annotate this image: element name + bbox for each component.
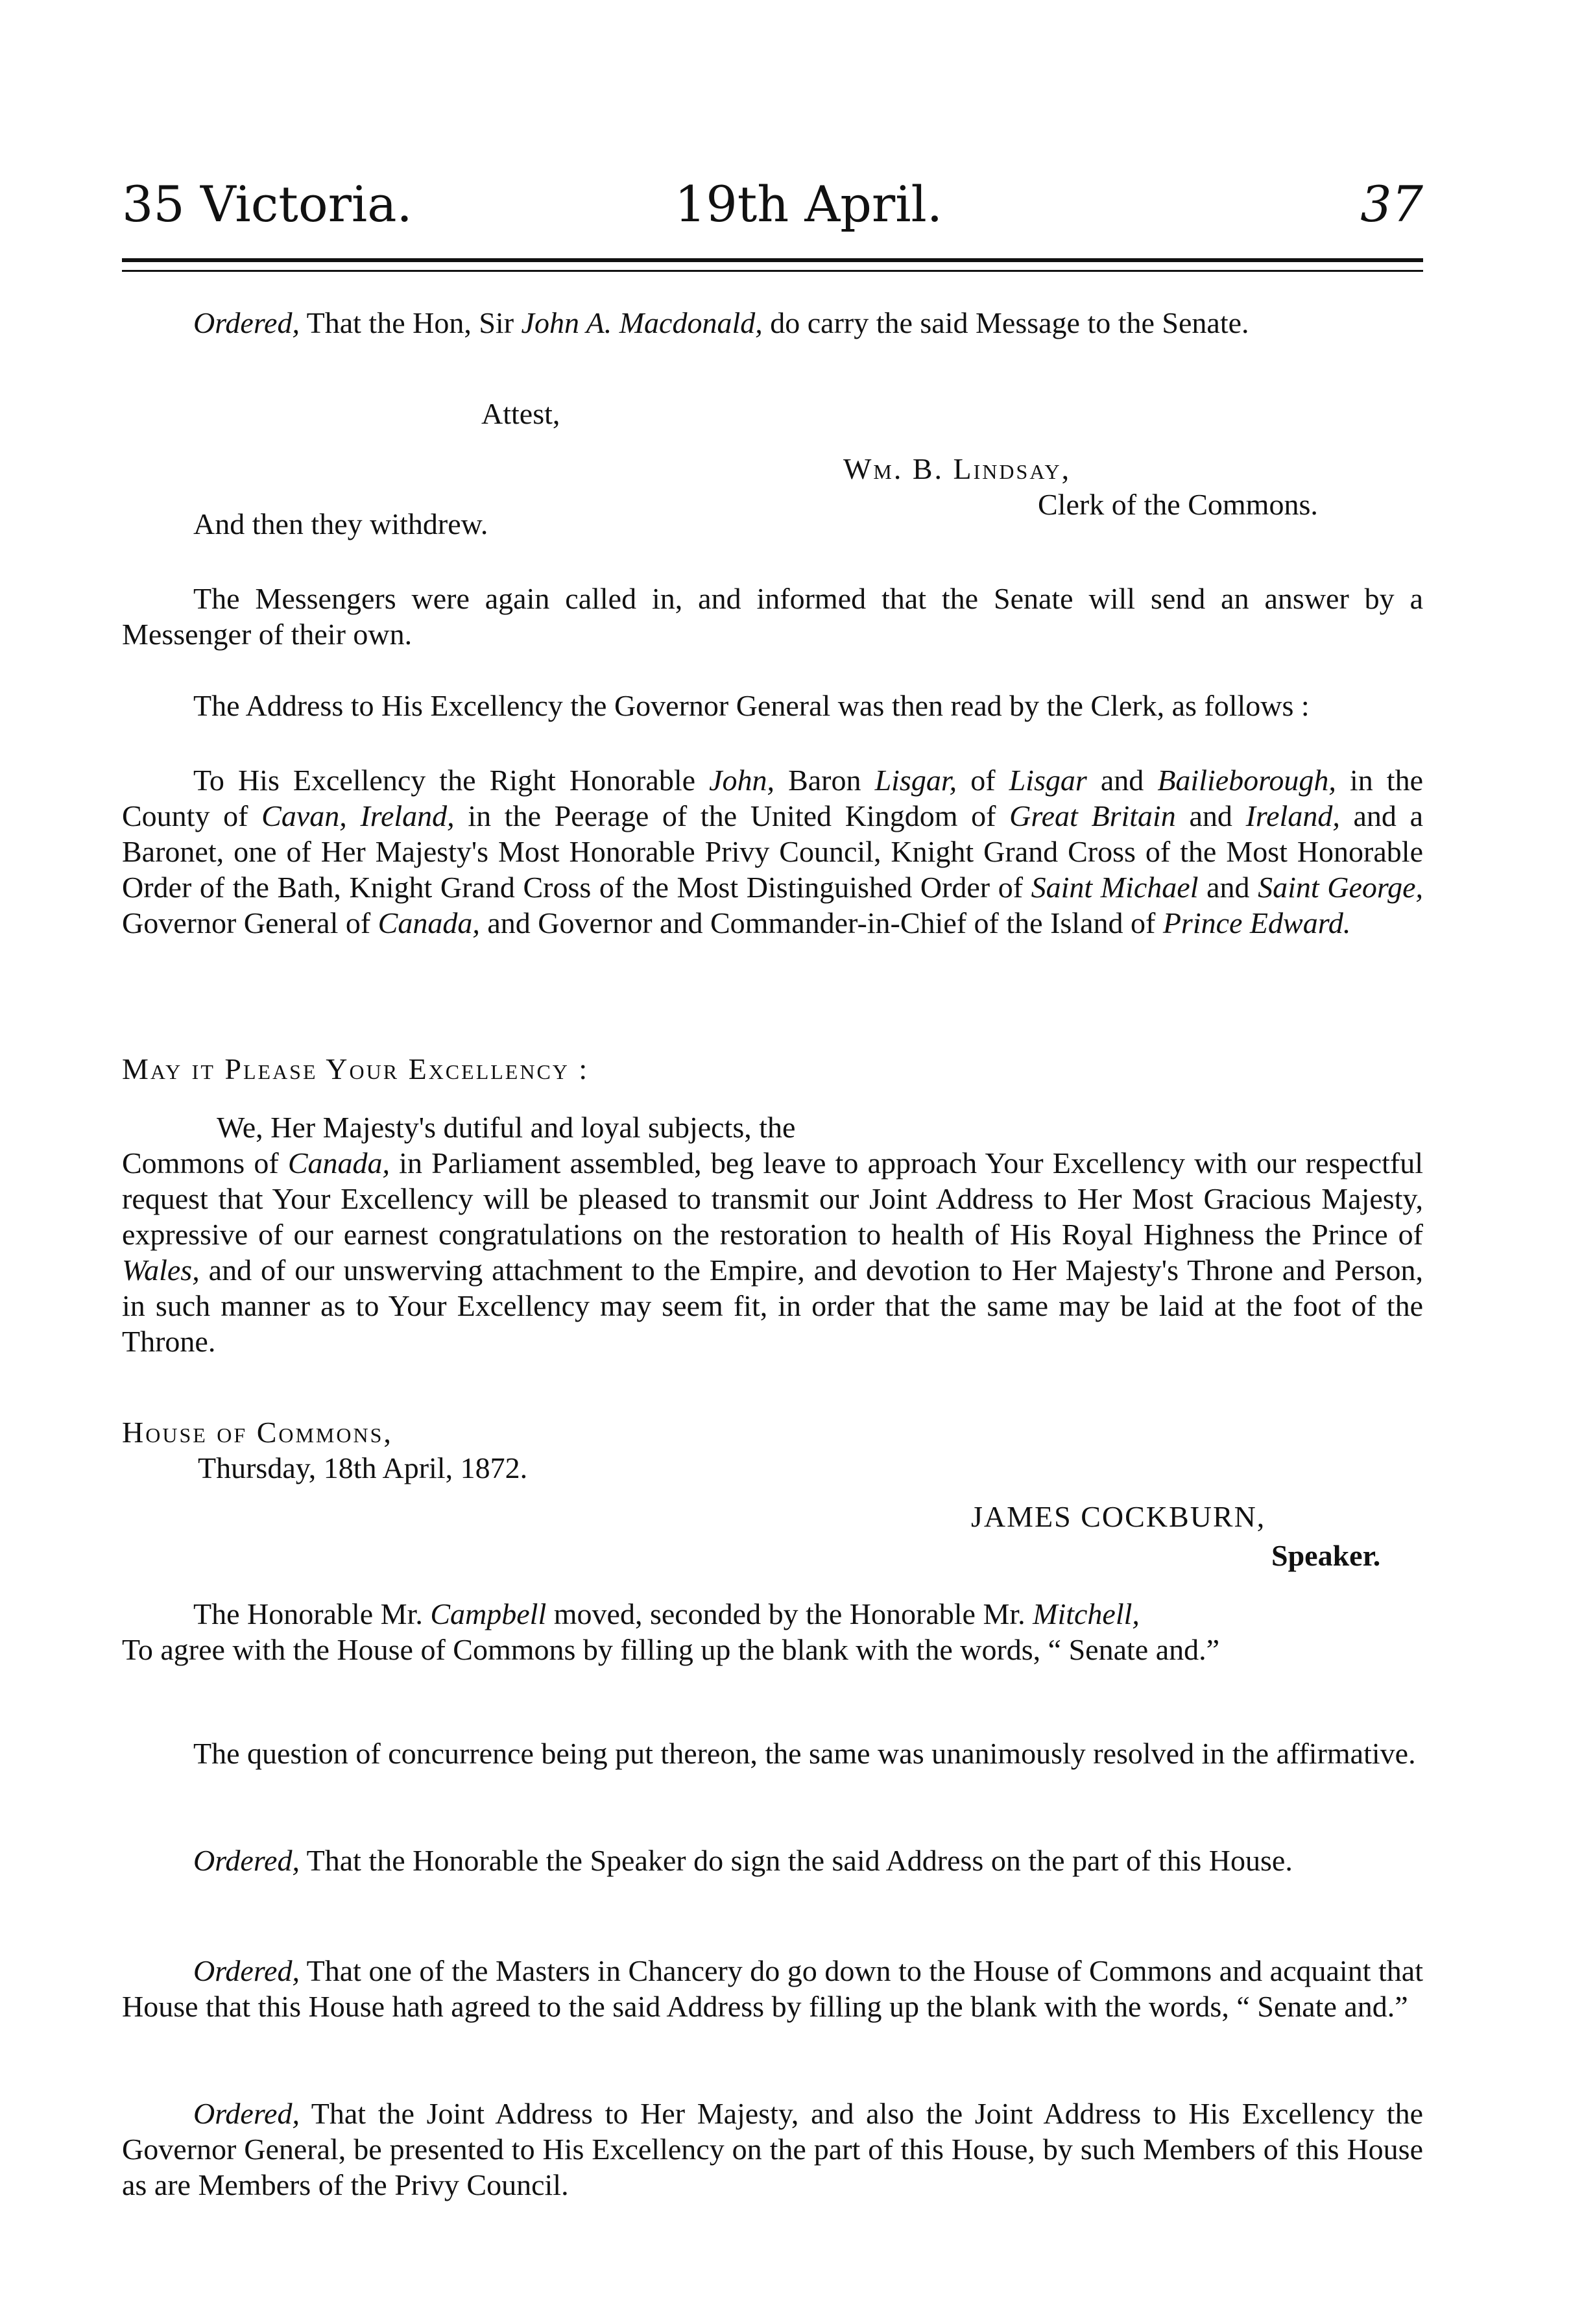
clerk-name: Wm. B. Lindsay, — [843, 452, 1072, 485]
ordered-sign-paragraph: Ordered, That the Honorable the Speaker do sign the said Address on the part of this House. — [193, 1844, 1293, 1877]
address-intro-paragraph: The Address to His Excellency the Governor General was then read by the Clerk, as follows : — [193, 689, 1310, 722]
address-body-first-line: We, Her Majesty's dutiful and loyal subjects, the — [217, 1111, 796, 1144]
page-number: 37 — [1360, 175, 1423, 233]
address-date: Thursday, 18th April, 1872. — [198, 1451, 528, 1484]
running-head-session: 35 Victoria. — [122, 175, 413, 233]
ordered-joint-address-paragraph: Ordered, That the Joint Address to Her Majesty, and also the Joint Address to His Excellency the Governor General, be presented to His Excellency on the part of this House, by such Members of this House as are Members of the Privy Council. — [122, 2097, 1423, 2201]
header-rule — [122, 258, 1423, 262]
ordered-masters-paragraph: Ordered, That one of the Masters in Chancery do go down to the House of Commons and acquaint that House that this House hath agreed to the said Address by filling up the blank with the words, “ Senate and.” — [122, 1954, 1423, 2023]
messengers-paragraph: The Messengers were again called in, and informed that the Senate will send an answer by a Messenger of their own. — [122, 582, 1423, 651]
header-rule-thin — [122, 270, 1423, 272]
motion-paragraph: The Honorable Mr. Campbell moved, seconded by the Honorable Mr. Mitchell, To agree with the House of Commons by filling up the blank with the words, “ Senate and.” — [122, 1597, 1220, 1666]
withdrew-line: And then they withdrew. — [193, 507, 488, 540]
question-paragraph: The question of concurrence being put thereon, the same was unanimously resolved in the affirmative. — [193, 1737, 1416, 1770]
running-head-date: 19th April. — [675, 175, 942, 233]
clerk-title: Clerk of the Commons. — [1038, 488, 1318, 521]
ordered-message-paragraph: Ordered, That the Hon, Sir John A. Macdonald, do carry the said Message to the Senate. — [193, 306, 1249, 339]
house-of-commons-label: House of Commons, — [122, 1416, 393, 1449]
salutation: May it Please Your Excellency : — [122, 1052, 590, 1085]
addressee-paragraph: To His Excellency the Right Honorable John, Baron Lisgar, of Lisgar and Bailieborough, in the County of Cavan, Ireland, in the Peerage of the United Kingdom of Great Britain and Ireland, and a Baronet, one of Her Majesty's Most Honorable Privy Council, Knight Grand Cross of the Most Honorable Order of the Bath, Knight Grand Cross of the Most Distinguished Order of Saint Michael and Saint George, Governor General of Canada, and Governor and Commander-in-Chief of the Island of Prince Edward. — [122, 764, 1424, 939]
speaker-title: Speaker. — [1271, 1539, 1381, 1572]
address-body-paragraph: Commons of Canada, in Parliament assembled, beg leave to approach Your Excellency with our respectful request that Your Excellency will be pleased to transmit our Joint Address to Her Most Gracious Majesty, expressive of our earnest congratulations on the restoration to health of His Royal Highness the Prince of Wales, and of our unswerving attachment to the Empire, and devotion to Her Majesty's Throne and Person, in such manner as to Your Excellency may seem fit, in order that the same may be laid at the foot of the Throne. — [122, 1146, 1424, 1358]
speaker-name: JAMES COCKBURN, — [971, 1500, 1266, 1533]
attest-label: Attest, — [481, 397, 560, 430]
